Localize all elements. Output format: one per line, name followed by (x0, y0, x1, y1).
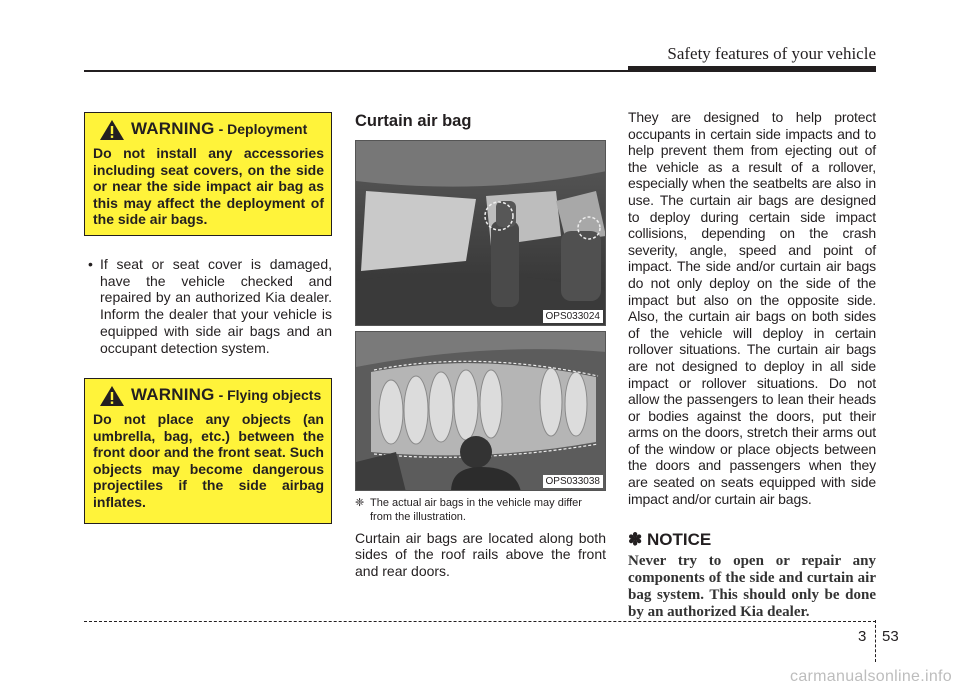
warning-subtitle: - Flying objects (218, 387, 322, 403)
image-label: OPS033024 (543, 310, 604, 323)
warning-word: WARNING (131, 119, 215, 138)
warning-word: WARNING (131, 385, 215, 404)
bullet-item (86, 256, 332, 356)
image-label: OPS033038 (543, 475, 604, 488)
curtain-paragraph-location: Curtain air bags are located along both sides of the roof rails above the front and rear doors. (355, 530, 606, 579)
warning-header (93, 119, 324, 141)
image-caption (355, 496, 606, 524)
warning-triangle-icon (99, 385, 125, 407)
warning-subtitle: - Deployment (218, 121, 308, 137)
curtain-airbag-photo (355, 331, 606, 491)
notice-title: ✽ NOTICE (628, 530, 712, 549)
watermark: carmanualsonline.info (790, 668, 952, 685)
header-bar (628, 66, 876, 72)
warning-body: Do not place any objects (an umbrella, bag, etc.) between the front door and the front seat. Such objects may become dangerous projectiles if the side airbag inflates. (93, 411, 324, 510)
section-header-title: Safety features of your vehicle (667, 44, 876, 63)
footer-rule (84, 621, 876, 622)
notice-body: Never try to open or repair any components of the side and curtain air bag system. This should only be done by an authorized Kia dealer. (628, 553, 876, 620)
curtain-paragraph-description: They are designed to help protect occupants in certain side impacts and to help prevent them from ejecting out of the vehicle as a result of a rollover, especially when the seatbelts are also in use. The curtain air bags are designed to deploy during certain side impact collisions, depending on the crash severity, angle, speed and point of impact. The side and/or curtain air bags do not only deploy on the side of the impact but also on the opposite side. Also, the curtain air bags on both sides of the vehicle will deploy in certain rollover situations. The curtain air bags are not designed to deploy in all side impact or rollover situations. Do not allow the passengers to lean their heads or bodies against the doors, put their arms on the doors, stretch their arms out of the window or place objects between the doors and passengers when they are seated on seats equipped with side impact and/or curtain air bags. (628, 109, 876, 507)
bullet-text: If seat or seat cover is damaged, have the vehicle checked and repaired by an authorized Kia dealer. Inform the dealer that your vehicle is equipped with side air bags and an occupant detection system. (100, 256, 332, 356)
warning-body: Do not install any accessories including seat covers, on the side or near the side impact air bag as this may affect the deployment of the side air bags. (93, 145, 324, 228)
warning-box-deployment (84, 112, 332, 236)
car-interior-photo (355, 140, 606, 326)
warning-triangle-icon (99, 119, 125, 141)
car-interior-illustration (356, 141, 606, 326)
chapter-number: 3 (858, 628, 867, 645)
curtain-airbag-illustration (356, 332, 606, 491)
caption-text: The actual air bags in the vehicle may differ from the illustration. (370, 497, 582, 523)
caption-mark: ❈ (355, 497, 365, 509)
bullet-marker: • (88, 256, 93, 272)
warning-box-flying-objects (84, 378, 332, 524)
warning-header (93, 385, 324, 407)
page-number-separator (875, 620, 876, 662)
section-title: Curtain air bag (355, 112, 472, 130)
page-number: 53 (882, 628, 899, 645)
